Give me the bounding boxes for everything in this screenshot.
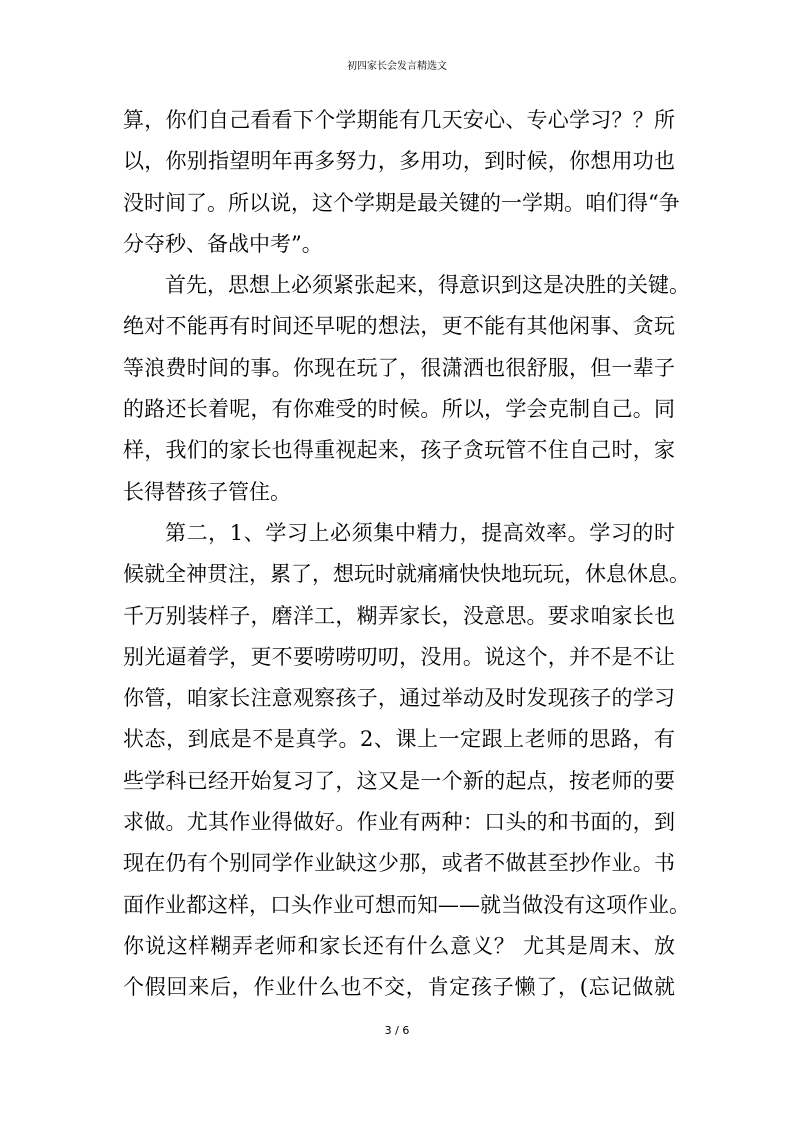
text-line: 绝对不能再有时间还早呢的想法，更不能有其他闲事、贪玩 bbox=[123, 314, 675, 339]
text-line: 你说这样糊弄老师和家长还有什么意义？ 尤其是周末、放 bbox=[123, 933, 675, 958]
page-number: 3 / 6 bbox=[384, 1024, 410, 1037]
document-body bbox=[123, 100, 690, 1009]
text-line: 你管，咱家长注意观察孩子，通过举动及时发现孩子的学习 bbox=[123, 686, 675, 711]
text-line: 面作业都这样，口头作业可想而知——就当做没有这项作业。 bbox=[123, 892, 690, 917]
text-line: 状态，到底是不是真学。2、课上一定跟上老师的思路，有 bbox=[123, 727, 675, 752]
text-line: 候就全神贯注，累了，想玩时就痛痛快快地玩玩，休息休息。 bbox=[123, 562, 690, 587]
text-line: 等浪费时间的事。你现在玩了，很潇洒也很舒服，但一辈子 bbox=[123, 355, 675, 380]
text-line: 长得替孩子管住。 bbox=[123, 479, 291, 504]
text-line: 第二，1、学习上必须集中精力，提高效率。学习的时 bbox=[165, 520, 675, 545]
text-line: 以，你别指望明年再多努力，多用功，到时候，你想用功也 bbox=[123, 149, 675, 174]
paragraph bbox=[123, 513, 690, 1009]
text-line: 别光逼着学，更不要唠唠叨叨，没用。说这个，并不是不让 bbox=[123, 644, 675, 669]
paragraph bbox=[123, 265, 690, 513]
page-header: 初四家长会发言精选文 bbox=[347, 61, 447, 72]
text-line: 首先，思想上必须紧张起来，得意识到这是决胜的关键。 bbox=[165, 273, 690, 298]
text-line: 分夺秒、备战中考”。 bbox=[123, 231, 323, 256]
text-line: 样，我们的家长也得重视起来，孩子贪玩管不住自己时，家 bbox=[123, 438, 675, 463]
text-line: 算，你们自己看看下个学期能有几天安心、专心学习？？所 bbox=[123, 108, 675, 132]
text-line: 的路还长着呢，有你难受的时候。所以，学会克制自己。同 bbox=[123, 397, 675, 422]
text-line: 个假回来后，作业什么也不交，肯定孩子懒了，(忘记做就 bbox=[123, 975, 675, 1000]
text-line: 些学科已经开始复习了，这又是一个新的起点，按老师的要 bbox=[123, 768, 675, 793]
text-line: 现在仍有个别同学作业缺这少那，或者不做甚至抄作业。书 bbox=[123, 851, 675, 876]
text-line: 求做。尤其作业得做好。作业有两种：口头的和书面的，到 bbox=[123, 810, 675, 835]
paragraph bbox=[123, 100, 680, 265]
text-line: 没时间了。所以说，这个学期是最关键的一学期。咱们得“争 bbox=[123, 190, 680, 215]
text-line: 千万别装样子，磨洋工，糊弄家长，没意思。要求咱家长也 bbox=[123, 603, 675, 628]
